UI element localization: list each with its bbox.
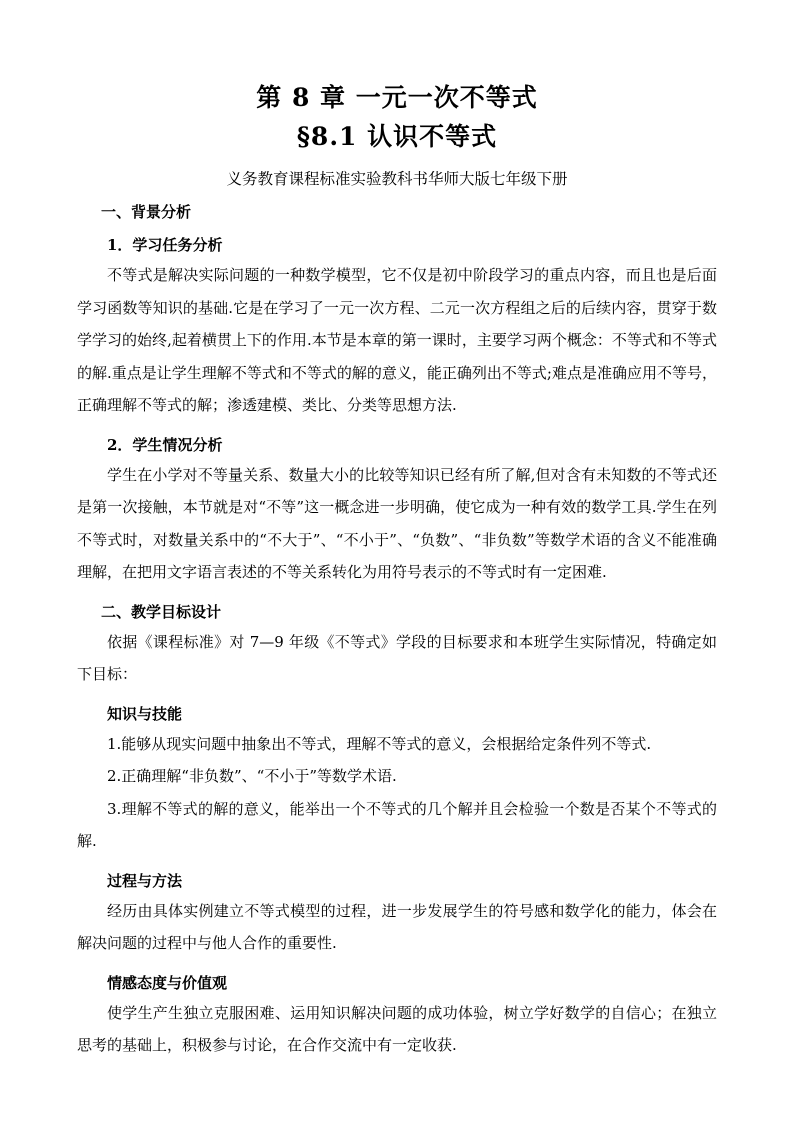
student-analysis-text: 学生在小学对不等量关系、数量大小的比较等知识已经有所了解,但对含有未知数的不等式还是第一次接触，本节就是对“不等”这一概念进一步明确，使它成为一种有效的数学工具.学生在列不等式时，对数量关系中的“不大于”、“不小于”、“负数”、“非负数”等数学术语的含义不能准确理解，在把用文字语言表述的不等关系转化为用符号表示的不等式时有一定困难. — [77, 465, 717, 581]
knowledge-item: 3.理解不等式的解的意义，能举出一个不等式的几个解并且会检验一个数是否某个不等式的解. — [77, 799, 717, 850]
objectives-heading: 二、教学目标设计 — [101, 602, 222, 621]
knowledge-item: 1.能够从现实问题中抽象出不等式，理解不等式的意义，会根据给定条件列不等式. — [107, 734, 652, 753]
attitude-values-text: 使学生产生独立克服困难、运用知识解决问题的成功体验，树立学好数学的自信心；在独立思考的基础上，积极参与讨论，在合作交流中有一定收获. — [77, 1003, 717, 1054]
student-analysis-heading: 2．学生情况分析 — [107, 435, 223, 454]
task-analysis-text: 不等式是解决实际问题的一种数学模型，它不仅是初中阶段学习的重点内容，而且也是后面学习函数等知识的基础.它是在学习了一元一次方程、二元一次方程组之后的后续内容，贯穿于数学学习的始终,起着横贯上下的作用.本节是本章的第一课时，主要学习两个概念：不等式和不等式的解.重点是让学生理解不等式和不等式的解的意义，能正确列出不等式;难点是准确应用不等号，正确理解不等式的解；渗透建模、类比、分类等思想方法. — [77, 266, 717, 414]
background-heading: 一、背景分析 — [101, 203, 192, 221]
process-methods-text: 经历由具体实例建立不等式模型的过程，进一步发展学生的符号感和数学化的能力，体会在解决问题的过程中与他人合作的重要性. — [77, 901, 717, 952]
section-title: §8.1 认识不等式 — [296, 122, 498, 151]
objectives-intro: 依据《课程标准》对 7—9 年级《不等式》学段的目标要求和本班学生实际情况，特确定如下目标： — [77, 632, 717, 683]
knowledge-item: 2.正确理解“非负数”、“不小于”等数学术语. — [107, 767, 397, 785]
knowledge-skills-heading: 知识与技能 — [107, 704, 183, 723]
textbook-subtitle: 义务教育课程标准实验教科书华师大版七年级下册 — [226, 170, 568, 188]
task-analysis-heading: 1．学习任务分析 — [107, 236, 223, 254]
attitude-values-heading: 情感态度与价值观 — [107, 973, 228, 992]
document-page — [77, 80, 717, 1062]
chapter-title: 第 8 章 一元一次不等式 — [256, 83, 538, 112]
process-methods-heading: 过程与方法 — [107, 871, 183, 890]
